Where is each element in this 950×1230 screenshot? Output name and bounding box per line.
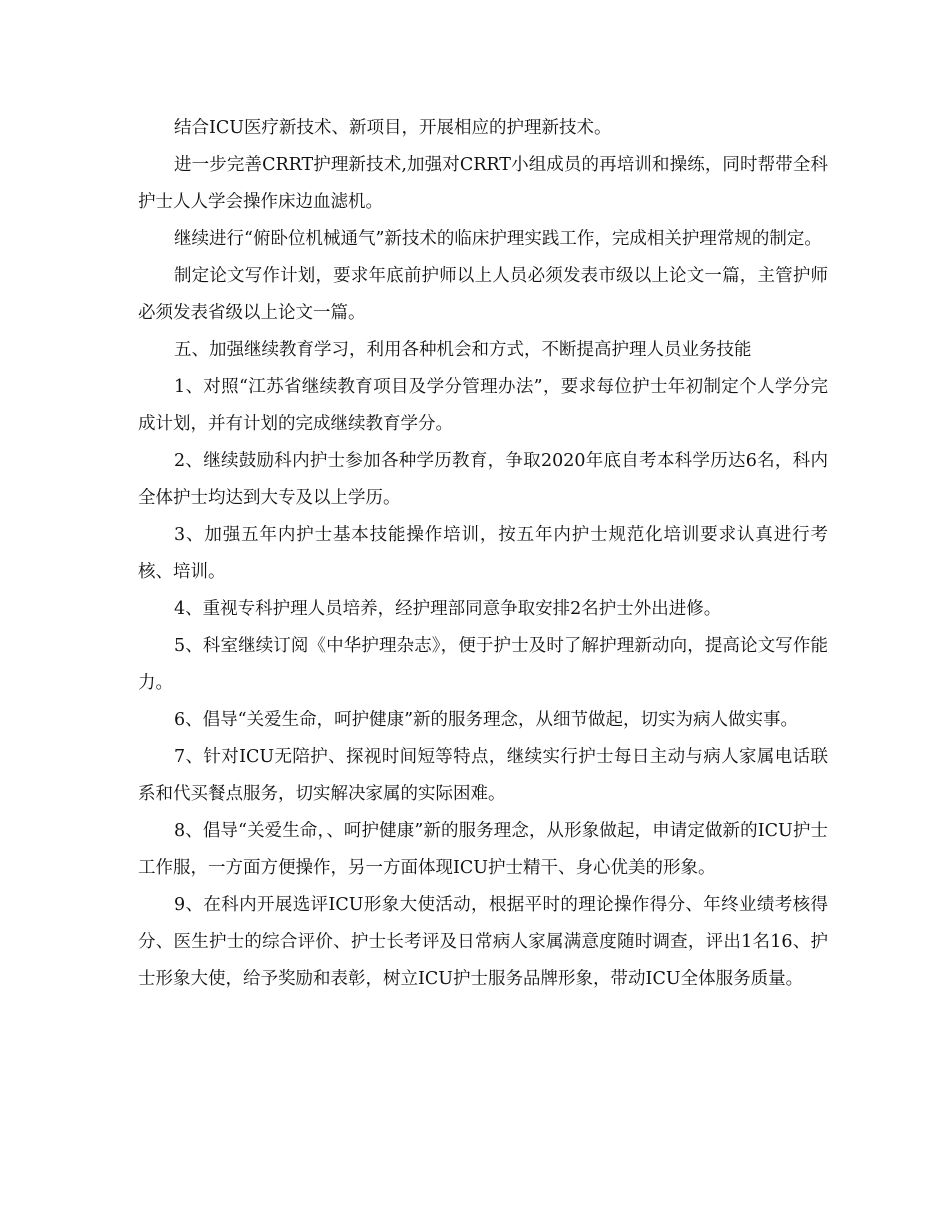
list-item-1: 1、对照“江苏省继续教育项目及学分管理办法”，要求每位护士年初制定个人学分完成计划，并有计划的完成继续教育学分。: [138, 377, 828, 434]
paragraph-prone-ventilation: 继续进行“俯卧位机械通气”新技术的临床护理实践工作，完成相关护理常规的制定。: [174, 229, 822, 249]
paragraph-crrt-training: 进一步完善CRRT护理新技术,加强对CRRT小组成员的再培训和操练，同时帮带全科护士人人学会操作床边血滤机。: [138, 155, 828, 212]
list-item-3: 3、加强五年内护士基本技能操作培训，按五年内护士规范化培训要求认真进行考核、培训。: [138, 525, 828, 582]
list-item-7: 7、针对ICU无陪护、探视时间短等特点，继续实行护士每日主动与病人家属电话联系和代买餐点服务，切实解决家属的实际困难。: [138, 747, 828, 804]
list-item-9: 9、在科内开展选评ICU形象大使活动，根据平时的理论操作得分、年终业绩考核得分、医生护士的综合评价、护士长考评及日常病人家属满意度随时调查，评出1名16、护士形象大使，给予奖励和表彰，树立ICU护士服务品牌形象，带动ICU全体服务质量。: [138, 895, 828, 989]
list-item-6: 6、倡导“关爱生命，呵护健康”新的服务理念，从细节做起，切实为病人做实事。: [174, 710, 799, 730]
paragraph-icu-new-tech: 结合ICU医疗新技术、新项目，开展相应的护理新技术。: [174, 118, 612, 138]
document-body: [138, 110, 828, 998]
list-item-5: 5、科室继续订阅《中华护理杂志》，便于护士及时了解护理新动向，提高论文写作能力。: [138, 636, 828, 693]
list-item-8: 8、倡导“关爱生命，、呵护健康”新的服务理念，从形象做起，申请定做新的ICU护士工作服，一方面方便操作，另一方面体现ICU护士精干、身心优美的形象。: [138, 821, 828, 878]
list-item-4: 4、重视专科护理人员培养，经护理部同意争取安排2名护士外出进修。: [174, 599, 722, 619]
section-heading-continuing-education: 五、加强继续教育学习，利用各种机会和方式，不断提高护理人员业务技能: [174, 340, 752, 360]
list-item-2: 2、继续鼓励科内护士参加各种学历教育，争取2020年底自考本科学历达6名，科内全体护士均达到大专及以上学历。: [138, 451, 828, 508]
paragraph-paper-writing-plan: 制定论文写作计划，要求年底前护师以上人员必须发表市级以上论文一篇，主管护师必须发表省级以上论文一篇。: [138, 266, 828, 323]
